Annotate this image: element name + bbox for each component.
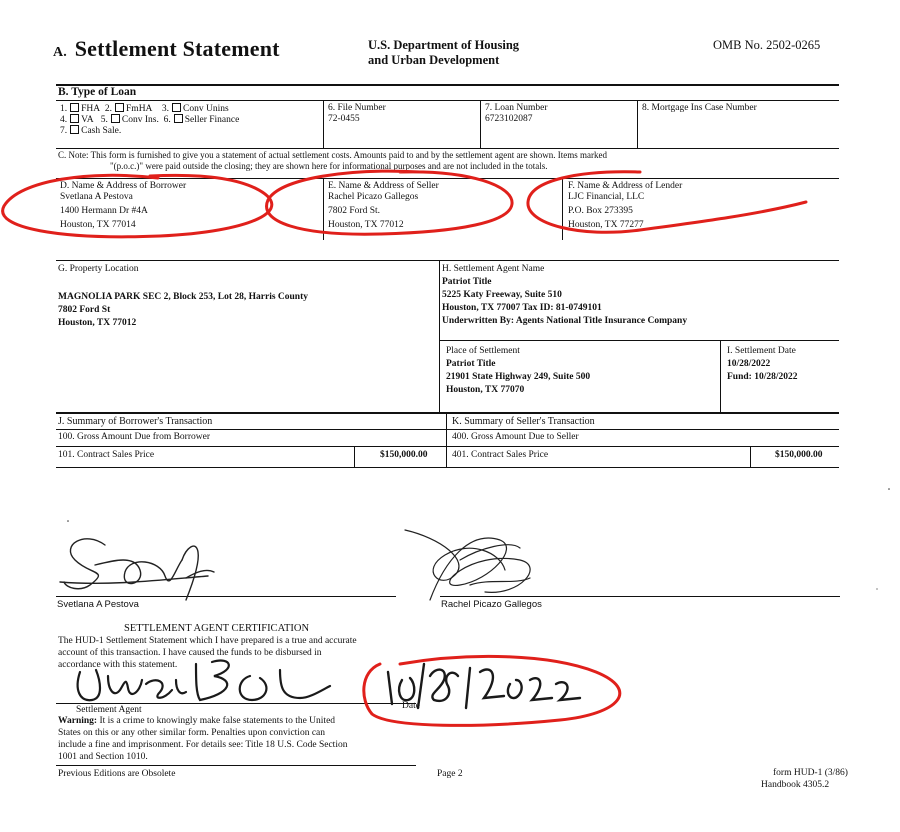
seller-address2: Houston, TX 77012	[328, 220, 404, 230]
agent-underwriter: Underwritten By: Agents National Title Insurance Company	[442, 316, 688, 326]
loan-options-row2: 4. VA 5. Conv Ins. 6. Seller Finance	[60, 115, 240, 125]
borrower-line-101: 101. Contract Sales Price	[58, 450, 155, 460]
lender-address1: P.O. Box 273395	[568, 206, 633, 216]
file-number-label: 6. File Number	[328, 103, 386, 113]
place-address1: 21901 State Highway 249, Suite 500	[446, 372, 591, 382]
property-label: G. Property Location	[58, 264, 139, 274]
loan-options-row3: 7. Cash Sale.	[60, 126, 122, 136]
certification-title: SETTLEMENT AGENT CERTIFICATION	[124, 623, 310, 634]
title-text: Settlement Statement	[74, 36, 280, 61]
agent-label: H. Settlement Agent Name	[442, 264, 545, 274]
lender-name: LJC Financial, LLC	[568, 192, 645, 202]
borrower-circle	[3, 175, 272, 236]
omb-number: OMB No. 2502-0265	[713, 38, 821, 52]
property-line1: MAGNOLIA PARK SEC 2, Block 253, Lot 28, Harris County	[58, 292, 309, 302]
date-label: Date	[402, 701, 420, 711]
handwritten-date	[388, 664, 580, 708]
borrower-name: Svetlana A Pestova	[60, 192, 133, 202]
certification-line1: The HUD-1 Settlement Statement which I have prepared is a true and accurate	[58, 636, 357, 646]
property-line2: 7802 Ford St	[58, 305, 111, 315]
footer-page: Page 2	[437, 769, 463, 779]
note-line2: "(p.o.c.)" were paid outside the closing; they are shown here for informational purposes and are not included in the totals.	[110, 161, 548, 171]
borrower-signature	[60, 539, 214, 600]
warning-line3: include a fine and imprisonment. For details see: Title 18 U.S. Code Section	[58, 740, 348, 750]
footer-obsolete: Previous Editions are Obsolete	[58, 769, 176, 779]
loan-number-label: 7. Loan Number	[485, 103, 548, 113]
borrower-summary-heading: J. Summary of Borrower's Transaction	[58, 416, 213, 427]
seller-label: E. Name & Address of Seller	[328, 181, 439, 191]
agency-line1: U.S. Department of Housing	[368, 38, 520, 52]
borrower-gross-label: 100. Gross Amount Due from Borrower	[58, 432, 210, 442]
seller-amount-401: $150,000.00	[775, 450, 823, 460]
borrower-signature-name: Svetlana A Pestova	[57, 599, 139, 610]
lender-address2: Houston, TX 77277	[568, 220, 644, 230]
footer-handbook: Handbook 4305.2	[761, 780, 830, 790]
file-number: 72-0455	[328, 114, 360, 124]
mortgage-case-label: 8. Mortgage Ins Case Number	[642, 103, 757, 113]
red-annotation-circles	[3, 171, 806, 725]
agency-line2: and Urban Development	[368, 53, 500, 67]
borrower-label: D. Name & Address of Borrower	[60, 181, 187, 191]
settlement-date-label: I. Settlement Date	[727, 346, 796, 356]
place-label: Place of Settlement	[446, 346, 520, 356]
seller-summary-heading: K. Summary of Seller's Transaction	[452, 416, 595, 427]
seller-signature-name: Rachel Picazo Gallegos	[441, 599, 542, 610]
place-address2: Houston, TX 77070	[446, 385, 525, 395]
agent-signature	[78, 661, 330, 701]
property-line3: Houston, TX 77012	[58, 318, 137, 328]
settlement-date: 10/28/2022	[727, 359, 771, 369]
seller-gross-label: 400. Gross Amount Due to Seller	[452, 432, 579, 442]
certification-line3: accordance with this statement.	[58, 660, 178, 670]
seller-line-401: 401. Contract Sales Price	[452, 450, 549, 460]
agent-address1: 5225 Katy Freeway, Suite 510	[442, 290, 562, 300]
section-letter: A.	[53, 45, 68, 60]
type-of-loan-heading: B. Type of Loan	[58, 86, 137, 98]
borrower-amount-101: $150,000.00	[380, 450, 428, 460]
note-line1: C. Note: This form is furnished to give you a statement of actual settlement costs. Amounts paid to and by the settlement agent are shown. Items marked	[58, 150, 607, 160]
loan-number: 6723102087	[485, 114, 533, 124]
lender-circle	[528, 172, 806, 233]
place-name: Patriot Title	[446, 359, 496, 369]
agent-address2: Houston, TX 77007 Tax ID: 81-0749101	[442, 303, 602, 313]
agent-signature-label: Settlement Agent	[76, 705, 142, 715]
seller-address1: 7802 Ford St.	[328, 206, 380, 216]
seller-signature	[405, 530, 530, 600]
borrower-address1: 1400 Hermann Dr #4A	[60, 206, 148, 216]
seller-circle	[267, 171, 513, 234]
agent-name: Patriot Title	[442, 277, 492, 287]
warning-line1: Warning: It is a crime to knowingly make false statements to the United	[58, 716, 336, 726]
loan-options-row1: 1. FHA 2. FmHA 3. Conv Unins	[60, 104, 229, 114]
lender-label: F. Name & Address of Lender	[568, 181, 683, 191]
warning-line2: States on this or any other similar form. Penalties upon conviction can	[58, 728, 326, 738]
borrower-address2: Houston, TX 77014	[60, 220, 136, 230]
certification-line2: account of this transaction. I have caused the funds to be disbursed in	[58, 648, 322, 658]
fund-date: Fund: 10/28/2022	[727, 372, 798, 382]
warning-line4: 1001 and Section 1010.	[58, 752, 148, 762]
warning-line1-text: It is a crime to knowingly make false statements to the United	[97, 716, 336, 726]
seller-name: Rachel Picazo Gallegos	[328, 192, 419, 202]
date-circle	[364, 656, 620, 725]
footer-form: form HUD-1 (3/86)	[773, 768, 848, 778]
